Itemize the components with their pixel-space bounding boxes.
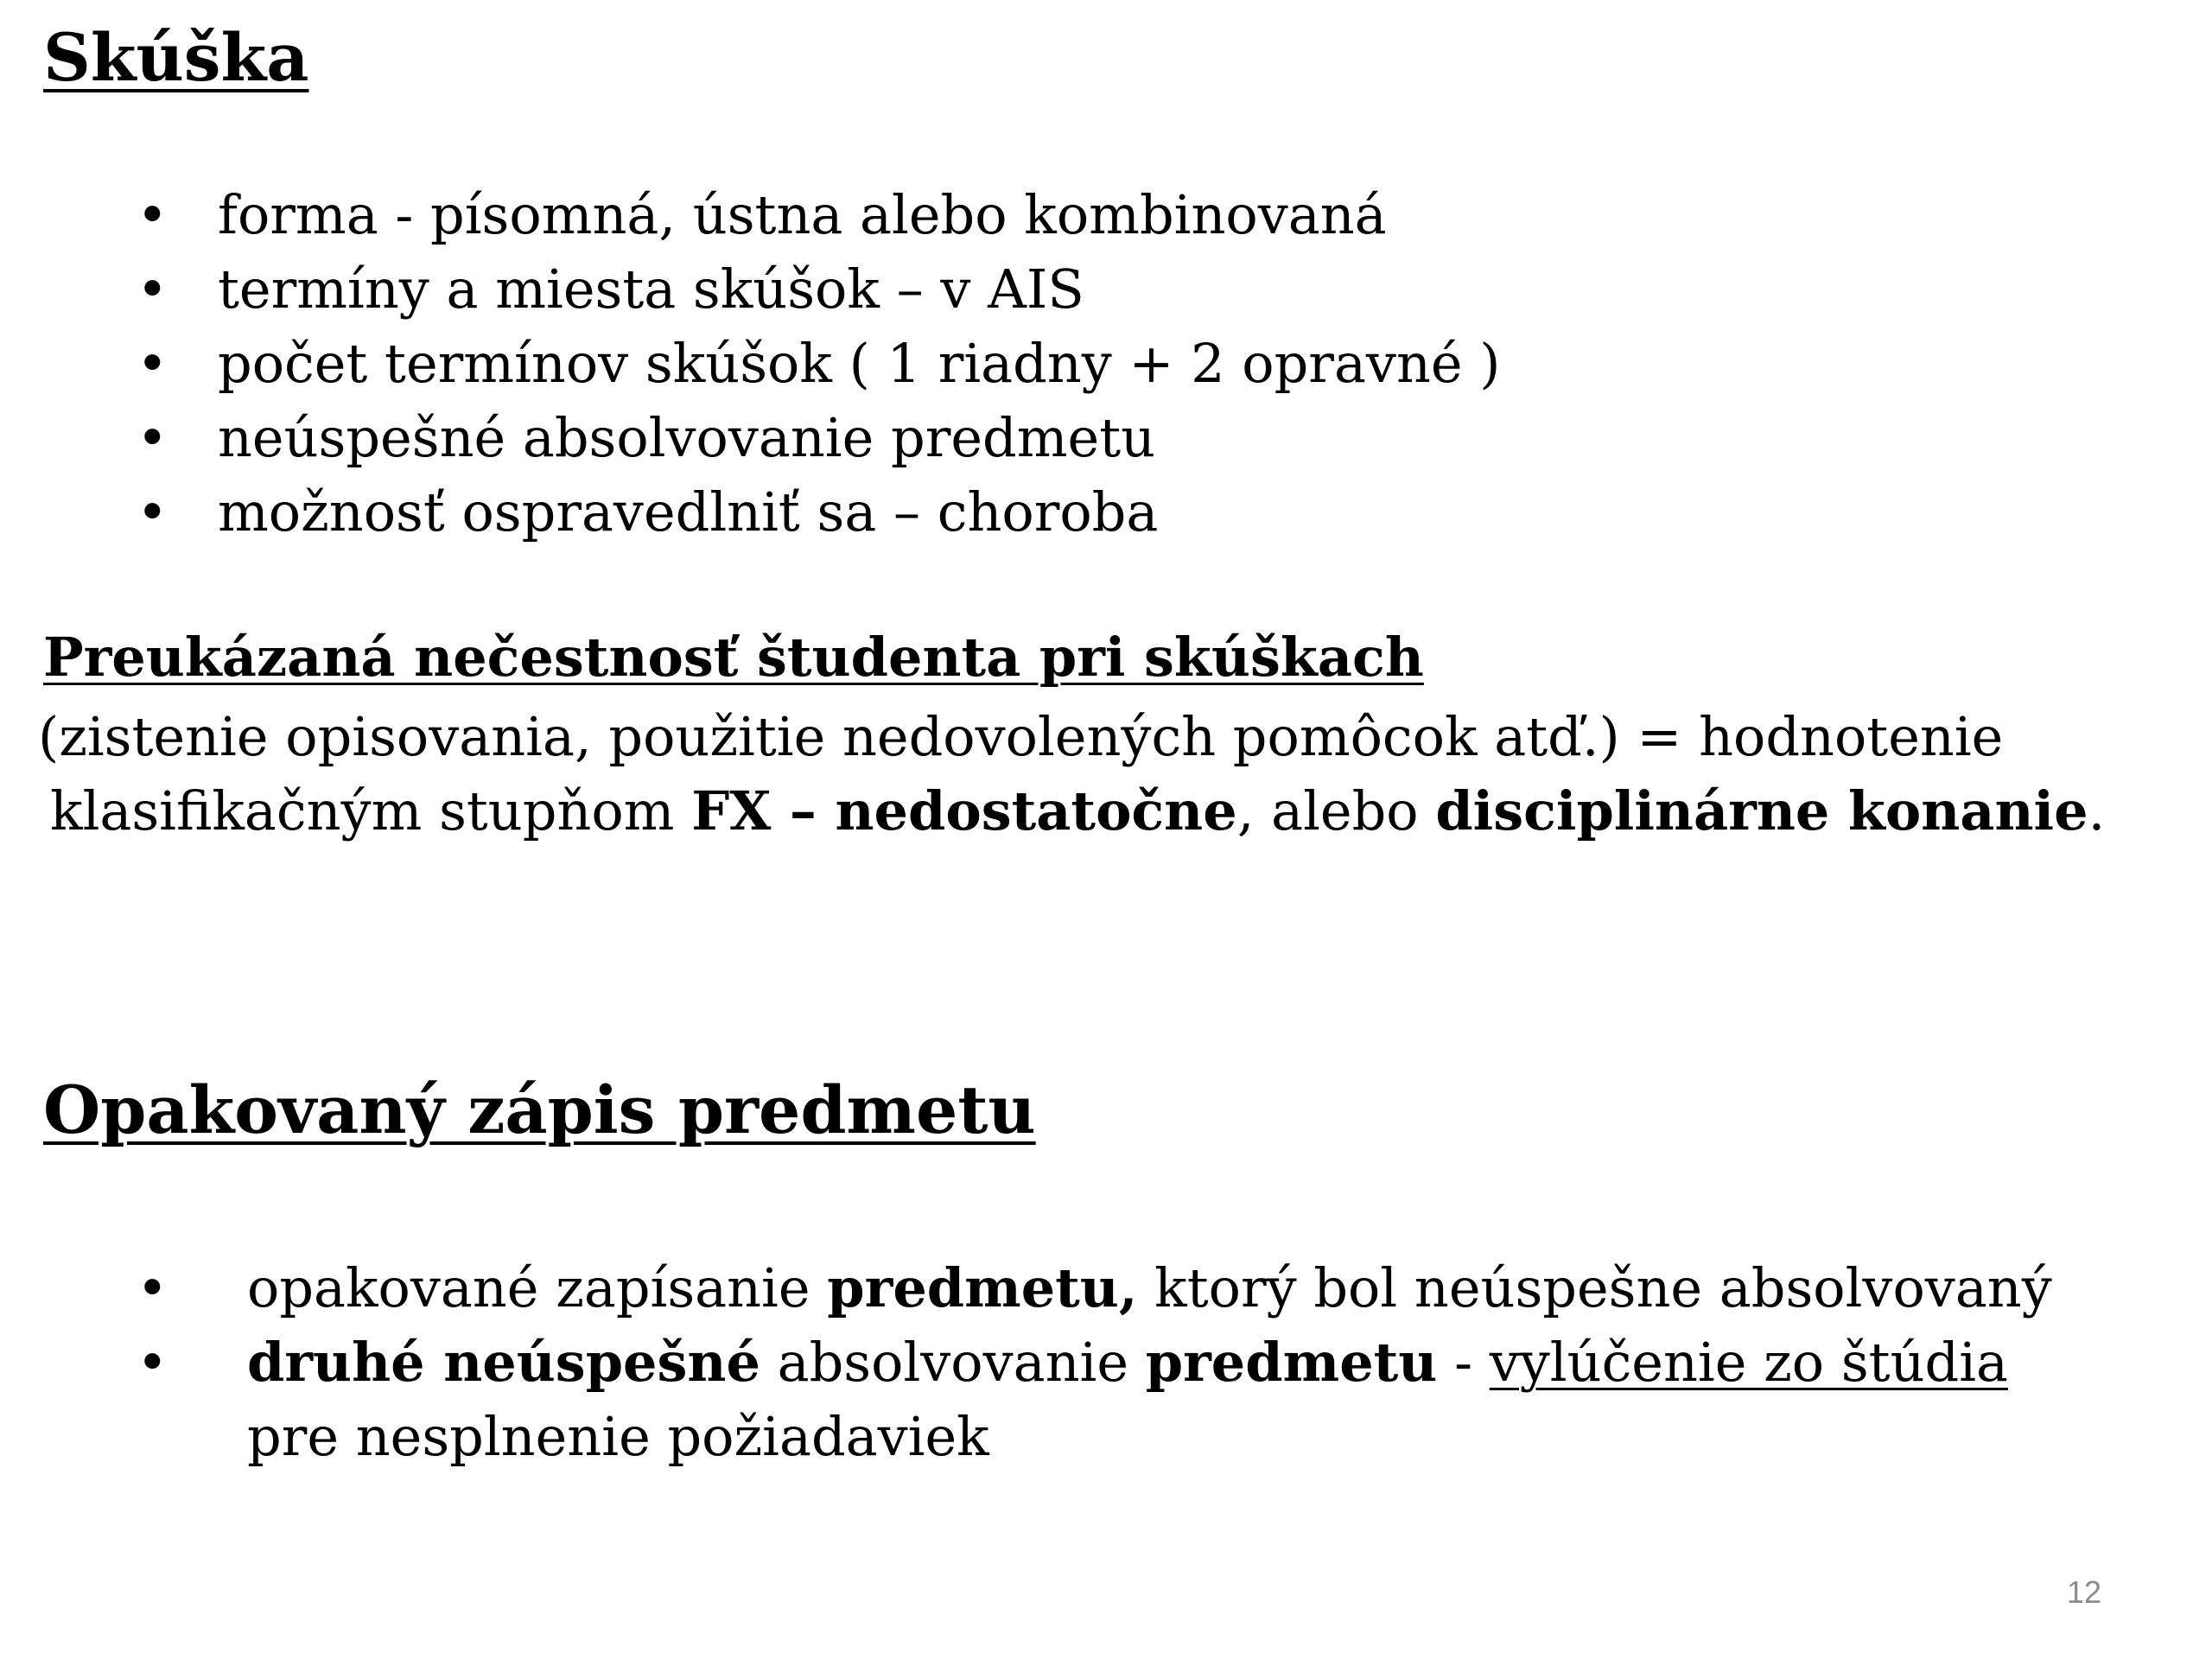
dishonesty-paragraph [38,700,2105,849]
bullet-icon: • [137,480,168,543]
list-item [0,475,1500,550]
text-fragment: ktorý bol neúspešne absolvovaný [1137,1256,2052,1319]
grade-fx-text: FX – nedostatočne [691,779,1237,842]
list-item [0,1325,2052,1474]
list-item [0,1251,2052,1325]
list-item [0,327,1500,401]
dishonesty-heading: Preukázaná nečestnosť študenta pri skúškach [43,626,1424,689]
bullet-icon: • [137,183,168,246]
list-item-text: forma - písomná, ústna alebo kombinovaná [218,183,1387,246]
dishonesty-line-2 [38,774,2105,849]
text-fragment: opakované zapísanie [247,1256,828,1319]
text-fragment: - [1437,1331,1490,1394]
list-item-text: možnosť ospravedlniť sa – choroba [218,480,1159,543]
list-item [0,178,1500,252]
text-fragment: klasifikačným stupňom [50,779,692,842]
text-fragment-bold: predmetu, [827,1256,1138,1319]
text-fragment: . [2088,779,2106,842]
section-title-exam: Skúška [43,19,309,96]
list-item-text: neúspešné absolvovanie predmetu [218,406,1156,469]
text-fragment-bold: predmetu [1145,1331,1438,1394]
text-fragment: , alebo [1236,779,1436,842]
list-item [0,252,1500,327]
dishonesty-line-1: (zistenie opisovania, použitie nedovolených pomôcok atď.) = hodnotenie [38,705,2004,768]
bullet-icon: • [137,332,168,395]
exam-bullet-list [0,178,1500,550]
repeat-bullet-list [0,1251,2052,1474]
bullet-icon: • [137,1256,168,1319]
page-number: 12 [2066,1574,2101,1610]
list-item-text: termíny a miesta skúšok – v AIS [218,257,1084,321]
list-item [0,401,1500,475]
text-fragment-bold: druhé neúspešné [247,1331,760,1394]
disciplinary-text: disciplinárne konanie [1435,779,2088,842]
text-fragment: absolvovanie [760,1331,1146,1394]
expulsion-text: vylúčenie zo štúdia [1489,1331,2008,1394]
list-item-text: počet termínov skúšok ( 1 riadny + 2 opravné ) [218,332,1501,395]
section-title-repeat-enrollment: Opakovaný zápis predmetu [43,1071,1036,1148]
bullet-icon: • [137,1331,168,1394]
bullet-icon: • [137,257,168,321]
bullet-icon: • [137,406,168,469]
text-fragment: pre nesplnenie požiadaviek [247,1405,989,1468]
